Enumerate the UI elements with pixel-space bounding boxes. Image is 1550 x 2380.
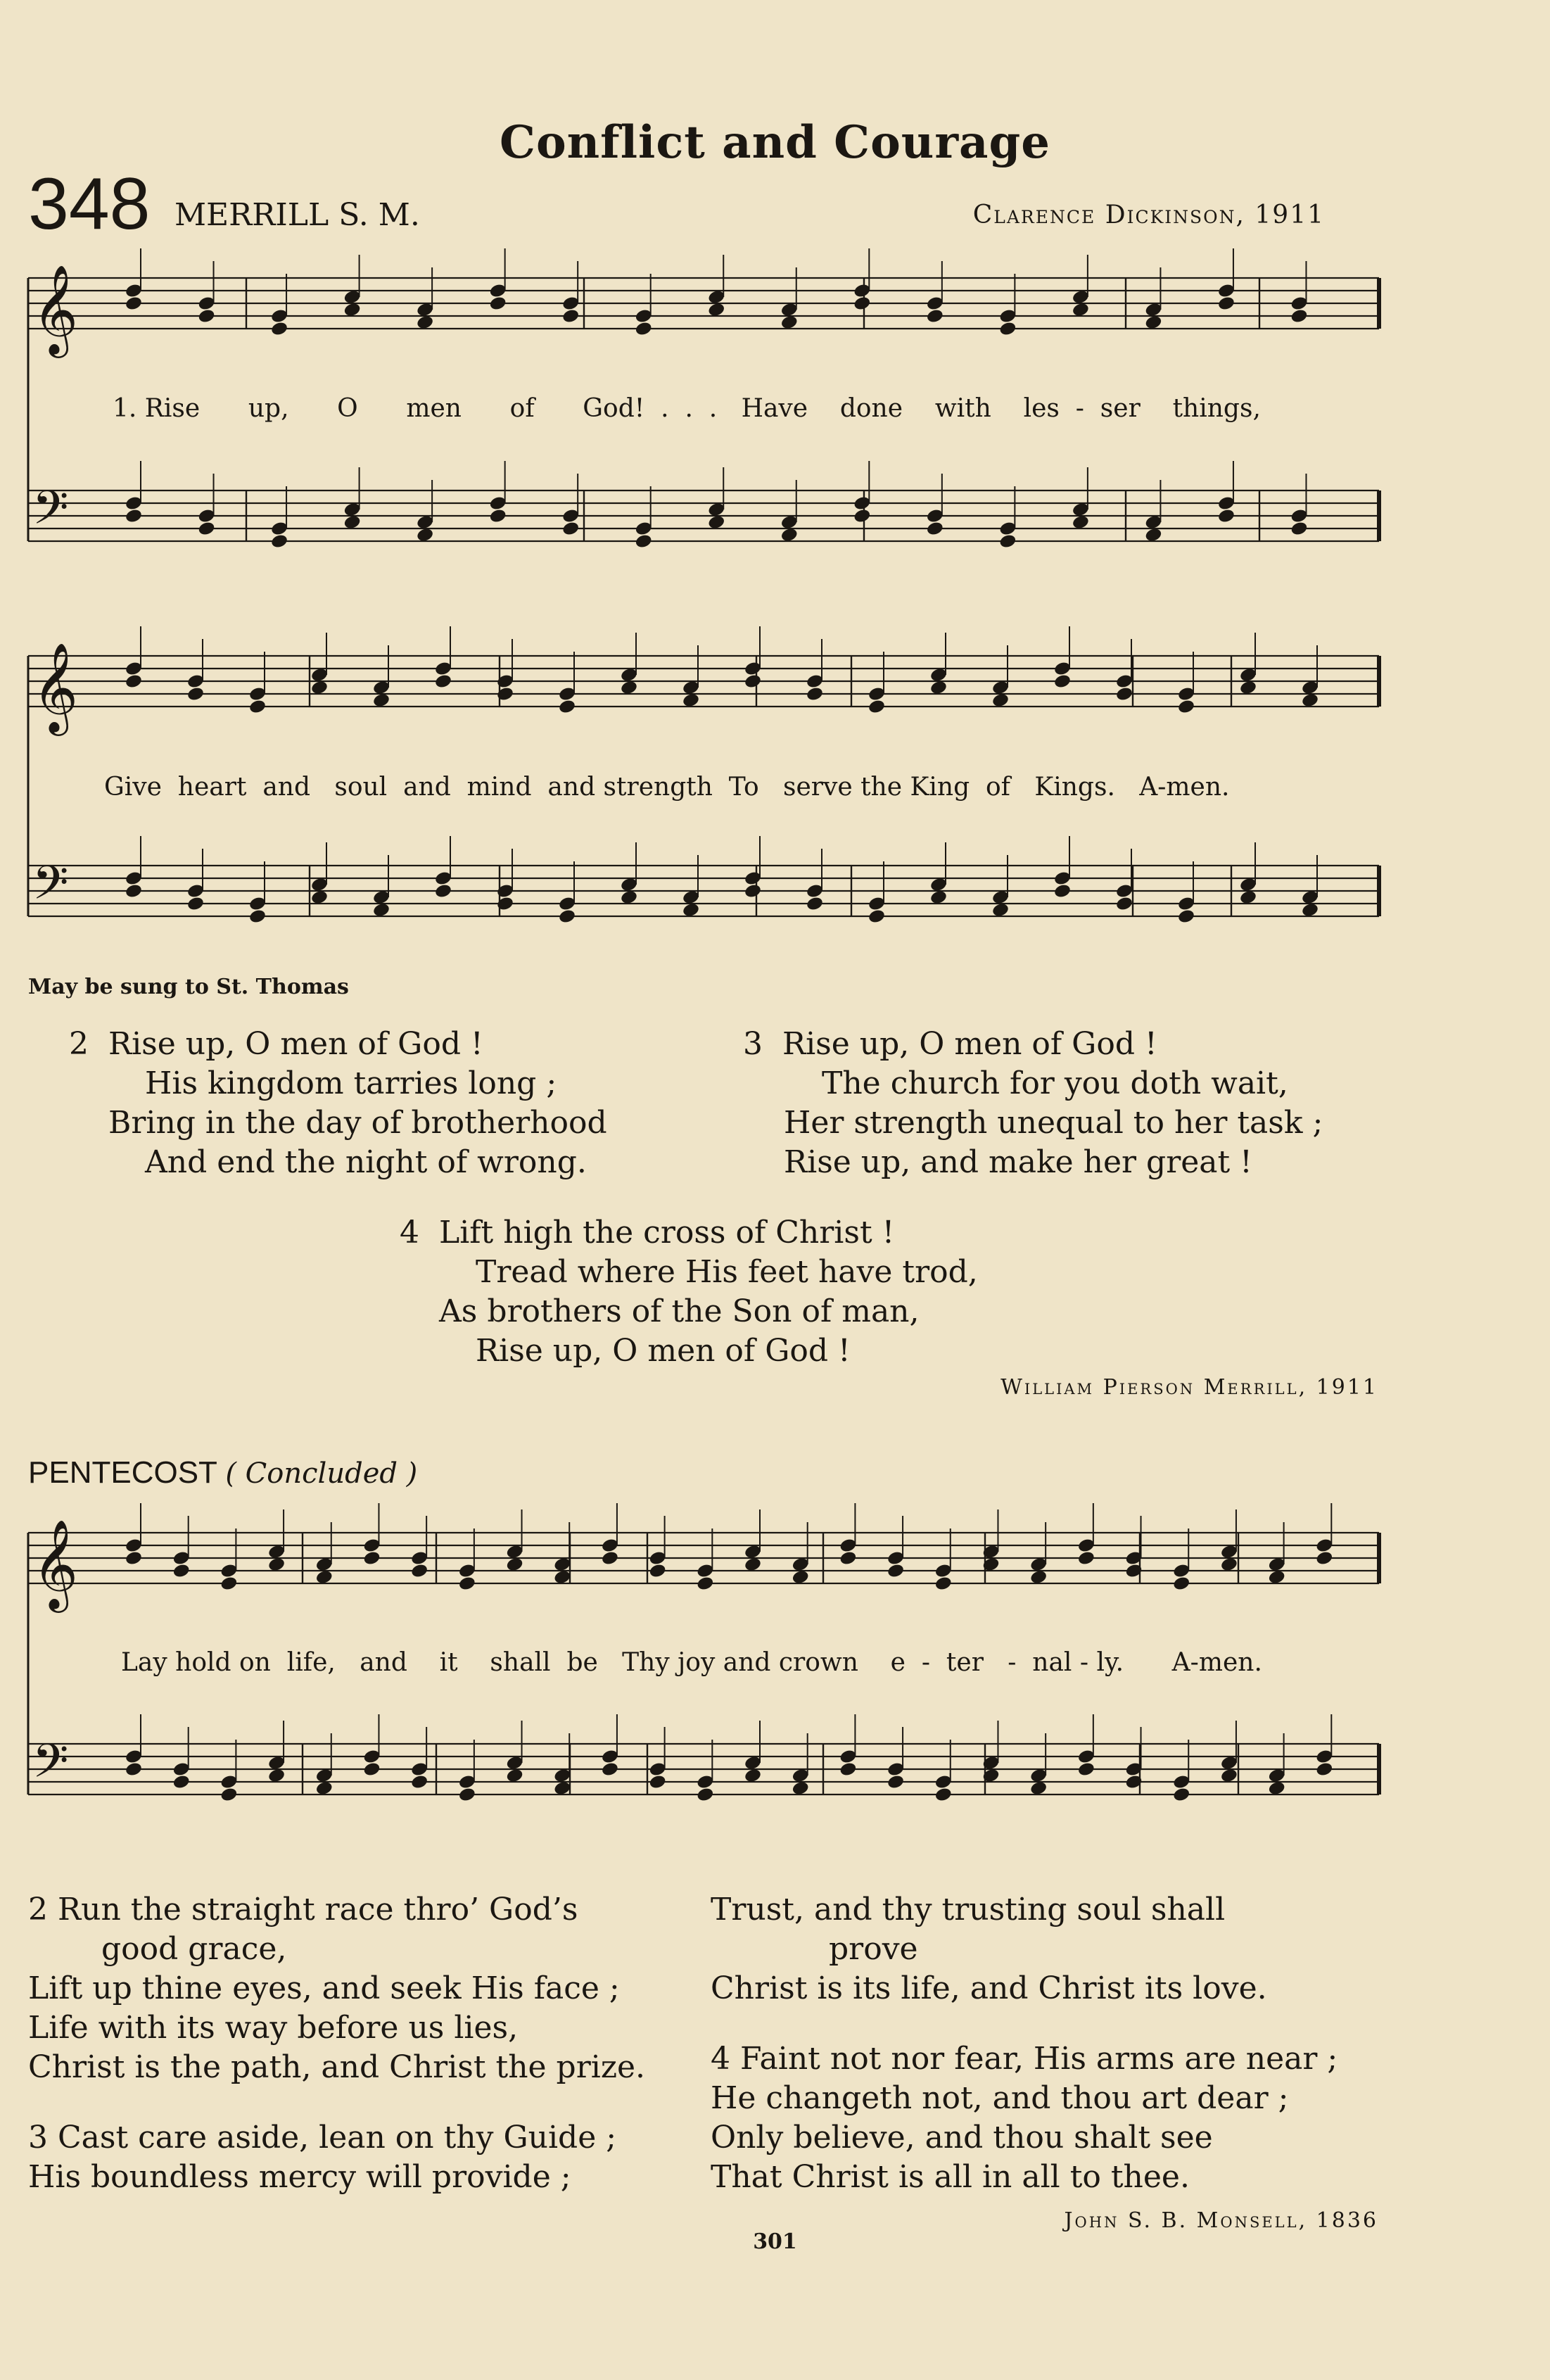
hymn-system-2-treble-note <box>1177 699 1195 715</box>
hymn-system-1-treble-note <box>270 321 288 337</box>
verse-4 <box>400 1213 978 1371</box>
hymn-system-1-treble-note <box>780 315 799 331</box>
pentecost-system-treble-note <box>601 1550 619 1566</box>
pentecost-system-treble-note <box>458 1576 476 1592</box>
hymn-system-1-treble-note <box>853 296 871 312</box>
hymn-system-2-bass-note <box>991 902 1010 918</box>
page-number: 301 <box>753 2229 797 2254</box>
hymn-system-1-bass-note <box>343 514 362 531</box>
verse-line: 3 Cast care aside, lean on thy Guide ; <box>28 2120 617 2156</box>
pentecost-system-treble-note <box>220 1576 238 1592</box>
pentecost-author-credit: John S. B. Monsell, 1836 <box>1064 2208 1378 2233</box>
pentecost-system-bass-note <box>458 1787 476 1803</box>
hymn-system-2-treble-note <box>929 680 948 696</box>
pentecost-system-treble-note <box>267 1557 286 1573</box>
pentecost-system-treble-note <box>125 1550 143 1566</box>
hymn-system-1-bass-note <box>489 508 507 524</box>
hymn-system-2-bass-note <box>1053 883 1072 899</box>
hymn-system-2-treble-note <box>868 699 886 715</box>
pentecost-system-bass-note <box>125 1761 143 1778</box>
pentecost-system-bass-note <box>553 1780 571 1797</box>
verse-line: That Christ is all in all to thee. <box>711 2159 1190 2195</box>
alt-tune-note: May be sung to St. Thomas <box>28 975 349 999</box>
pentecost-system-bass-note <box>267 1768 286 1784</box>
pentecost-system-bass-note <box>1220 1768 1238 1784</box>
verse-line: good grace, <box>101 1931 287 1967</box>
hymn-system-1-treble-note <box>343 302 362 318</box>
verse-line: He changeth not, and thou art dear ; <box>711 2080 1289 2116</box>
verse-line: As brothers of the Son of man, <box>439 1293 920 1329</box>
hymn-system-2-bass-note <box>929 890 948 906</box>
verse-line: Rise up, and make her great ! <box>784 1144 1252 1180</box>
hymn-system-1-bass-note <box>416 527 434 543</box>
pentecost-system-bass-note <box>1029 1780 1048 1797</box>
hymn-system-2-bass-note <box>744 883 762 899</box>
pentecost-system-bass-note <box>172 1774 191 1790</box>
hymn-system-1-bass-note <box>998 533 1017 550</box>
hymn-system-2-bass-note <box>1115 896 1133 912</box>
hymn-system-1-treble-note <box>1217 296 1235 312</box>
pentecost-system-treble-note <box>934 1576 953 1592</box>
pentecost-system-bass-note <box>792 1780 810 1797</box>
hymn-system-2-treble-note <box>744 673 762 690</box>
hymn-system-2-bass-note <box>868 909 886 925</box>
hymn-system-1-bass-note <box>561 521 580 537</box>
hymn-system-1-treble-note <box>561 308 580 324</box>
pentecost-system-bass-note <box>839 1761 857 1778</box>
hymn-system-1-bass-note <box>1217 508 1235 524</box>
hymn-system-1-bass-note <box>1144 527 1162 543</box>
hymn-system-1-treble-note <box>998 321 1017 337</box>
hymn-system-2-bass-clef: 𝄢 <box>32 856 69 921</box>
verse-line: And end the night of wrong. <box>145 1144 587 1180</box>
verse-line: Only believe, and thou shalt see <box>711 2120 1213 2156</box>
pentecost-system-treble-note <box>1077 1550 1095 1566</box>
pentecost-system-bass-note <box>887 1774 905 1790</box>
concluded-label: ( Concluded ) <box>225 1457 418 1490</box>
verse-line: Rise up, O men of God ! <box>476 1333 851 1369</box>
pentecost-system-treble-note <box>1172 1576 1190 1592</box>
lyrics-line-2: Give heart and soul and mind and strength To serve the King of Kings. A-men. <box>104 773 1230 802</box>
pentecost-system-bass-note <box>505 1768 523 1784</box>
pentecost-system-bass-note <box>696 1787 714 1803</box>
hymn-system-1-treble-note <box>416 315 434 331</box>
hymn-system-2-treble-note <box>310 680 329 696</box>
hymn-system-1-treble-note <box>707 302 725 318</box>
hymn-system-2-bass-note <box>186 896 205 912</box>
pentecost-verses-left <box>28 1890 697 2197</box>
hymn-system-1-treble-note <box>1144 315 1162 331</box>
verse-line: Her strength unequal to her task ; <box>784 1105 1323 1141</box>
hymn-system-1-treble-clef: 𝄞 <box>32 264 79 354</box>
hymn-system-2-treble-note <box>1301 692 1319 709</box>
hymn-system-2-treble-note <box>620 680 638 696</box>
hymn-system-2-bass-note <box>558 909 576 925</box>
hymn-system-2-bass-note <box>1301 902 1319 918</box>
hymn-system-1-treble-note <box>926 308 944 324</box>
verse-line: 4 Lift high the cross of Christ ! <box>400 1215 895 1251</box>
lyrics-line-1: 1. Rise up, O men of God! . . . Have done with les - ser things, <box>113 394 1261 423</box>
hymn-system-1-treble-note <box>125 296 143 312</box>
pentecost-system-treble-note <box>887 1563 905 1579</box>
verse-2 <box>69 1025 607 1182</box>
pentecost-system-treble-note <box>1029 1569 1048 1585</box>
hymn-system-1-bass-note <box>635 533 653 550</box>
hymn-system-1-bass-note <box>926 521 944 537</box>
hymn-system-2-treble-note <box>1239 680 1257 696</box>
hymn-system-2-treble-note <box>682 692 700 709</box>
pentecost-system-bass-note <box>1268 1780 1286 1797</box>
pentecost-system-treble-note <box>362 1550 381 1566</box>
tune-name: MERRILL S. M. <box>174 197 420 233</box>
verse-3 <box>743 1025 1323 1182</box>
hymn-system-2-treble-note <box>991 692 1010 709</box>
hymn-system-1-bass-clef: 𝄢 <box>32 481 69 546</box>
hymn-system-2-bass-note <box>372 902 390 918</box>
pentecost-system-treble-note <box>410 1563 428 1579</box>
hymn-system-1-bass-note <box>197 521 215 537</box>
pentecost-system-treble-note <box>792 1569 810 1585</box>
hymn-system-1-bass-note <box>707 514 725 531</box>
author-credit: William Pierson Merrill, 1911 <box>1000 1375 1378 1400</box>
hymn-system-2-bass-note <box>310 890 329 906</box>
hymn-system-2-treble-clef: 𝄞 <box>32 642 79 732</box>
pentecost-name: PENTECOST <box>28 1455 217 1490</box>
pentecost-system-bass-note <box>1172 1787 1190 1803</box>
section-title: Conflict and Courage <box>500 116 1050 169</box>
hymn-system-1-treble-note <box>1290 308 1308 324</box>
hymn-system-1-bass-note <box>780 527 799 543</box>
verse-line: Christ is the path, and Christ the prize. <box>28 2049 646 2085</box>
hymn-system-1-treble-note <box>197 308 215 324</box>
pentecost-system-treble-note <box>315 1569 333 1585</box>
verse-line: Life with its way before us lies, <box>28 2010 519 2046</box>
composer-credit: Clarence Dickinson, 1911 <box>972 201 1325 229</box>
pentecost-lyrics: Lay hold on life, and it shall be Thy joy and crown e - ter - nal - ly. A-men. <box>121 1648 1262 1677</box>
hymn-system-2-treble-note <box>248 699 267 715</box>
hymn-system-2-treble-note <box>434 673 452 690</box>
pentecost-system-bass-note <box>1315 1761 1333 1778</box>
hymn-system-1-bass-note <box>853 508 871 524</box>
pentecost-system-bass-note <box>934 1787 953 1803</box>
pentecost-system-treble-note <box>696 1576 714 1592</box>
pentecost-verses-right <box>711 1890 1386 2197</box>
verse-line: Lift up thine eyes, and seek His face ; <box>28 1970 620 2006</box>
hymn-system-2-treble-note <box>372 692 390 709</box>
verse-line: Trust, and thy trusting soul shall <box>711 1892 1226 1928</box>
verse-line: Bring in the day of brotherhood <box>108 1105 607 1141</box>
pentecost-system-bass-note <box>649 1774 667 1790</box>
hymn-system-1-treble-note <box>1072 302 1090 318</box>
verse-line: Tread where His feet have trod, <box>476 1254 978 1290</box>
pentecost-system-bass-note <box>220 1787 238 1803</box>
pentecost-system-bass-note <box>1077 1761 1095 1778</box>
hymn-system-1-bass-note <box>1072 514 1090 531</box>
hymn-system-2-bass-note <box>1177 909 1195 925</box>
verse-line: Christ is its life, and Christ its love. <box>711 1970 1267 2006</box>
verse-line: 3 Rise up, O men of God ! <box>743 1026 1157 1062</box>
hymn-system-2-bass-note <box>806 896 824 912</box>
pentecost-system-bass-note <box>601 1761 619 1778</box>
hymn-system-1-treble-note <box>635 321 653 337</box>
pentecost-system-bass-note <box>744 1768 762 1784</box>
verse-line: prove <box>829 1931 918 1967</box>
hymn-system-2-bass-note <box>248 909 267 925</box>
hymn-system-2-treble-note <box>558 699 576 715</box>
hymn-system-2-bass-note <box>682 902 700 918</box>
verse-line: 4 Faint not nor fear, His arms are near ; <box>711 2041 1338 2077</box>
pentecost-title <box>28 1455 417 1490</box>
pentecost-system-treble-note <box>1268 1569 1286 1585</box>
verse-line: The church for you doth wait, <box>822 1065 1288 1101</box>
pentecost-system-treble-clef: 𝄞 <box>32 1519 79 1609</box>
hymn-system-1-bass-note <box>1290 521 1308 537</box>
pentecost-system-bass-clef: 𝄢 <box>32 1734 69 1799</box>
pentecost-system-treble-note <box>1220 1557 1238 1573</box>
pentecost-system-treble-note <box>172 1563 191 1579</box>
pentecost-system-treble-note <box>505 1557 523 1573</box>
pentecost-system-treble-note <box>649 1563 667 1579</box>
hymn-system-2-treble-note <box>1053 673 1072 690</box>
hymn-system-2-bass-note <box>434 883 452 899</box>
verse-line: His boundless mercy will provide ; <box>28 2159 571 2195</box>
hymn-system-1-bass-note <box>125 508 143 524</box>
pentecost-system-bass-note <box>315 1780 333 1797</box>
verse-line: 2 Rise up, O men of God ! <box>69 1026 483 1062</box>
pentecost-system-treble-note <box>839 1550 857 1566</box>
pentecost-system-bass-note <box>362 1761 381 1778</box>
verse-line: 2 Run the straight race thro’ God’s <box>28 1892 578 1928</box>
verse-line: His kingdom tarries long ; <box>145 1065 557 1101</box>
hymn-system-1-treble-note <box>489 296 507 312</box>
hymn-system-2-treble-note <box>806 686 824 702</box>
hymn-number: 348 <box>28 163 151 245</box>
pentecost-system-treble-note <box>1315 1550 1333 1566</box>
hymn-system-2-treble-note <box>1115 686 1133 702</box>
pentecost-system-treble-note <box>744 1557 762 1573</box>
hymn-system-2-bass-note <box>125 883 143 899</box>
hymn-system-1-bass-note <box>270 533 288 550</box>
hymn-system-2-treble-note <box>125 673 143 690</box>
pentecost-system-treble-note <box>553 1569 571 1585</box>
pentecost-system-bass-note <box>410 1774 428 1790</box>
hymn-system-2-bass-note <box>620 890 638 906</box>
hymn-system-2-treble-note <box>186 686 205 702</box>
hymn-system-2-bass-note <box>1239 890 1257 906</box>
